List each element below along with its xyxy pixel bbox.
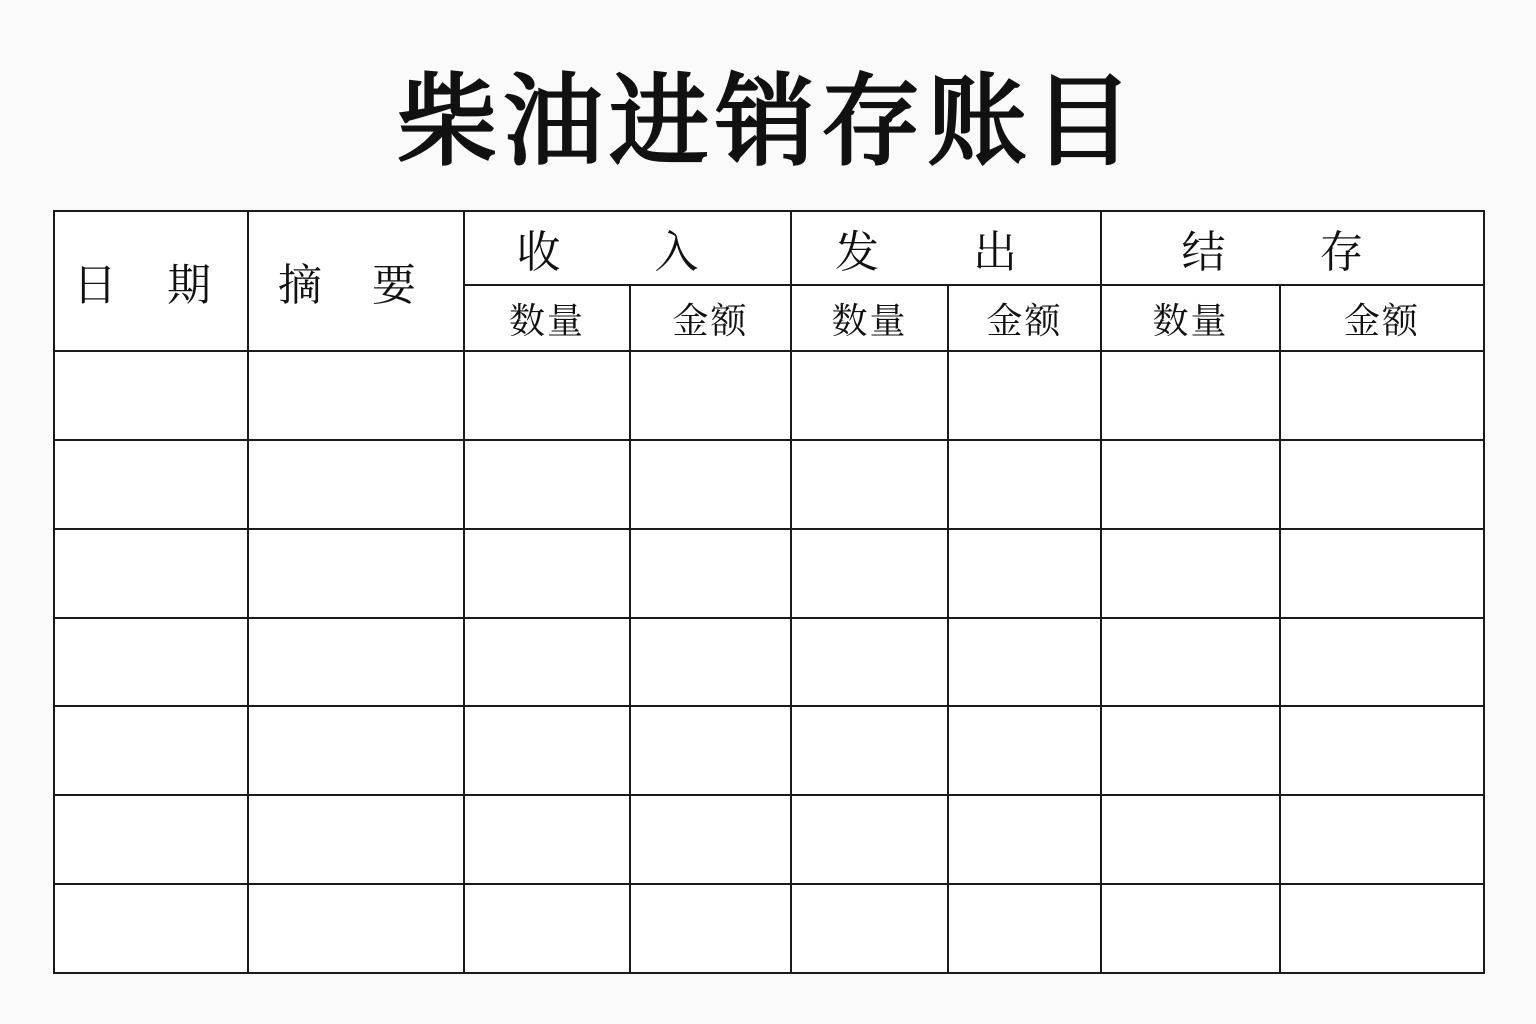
table-row [54, 618, 1484, 707]
cell-income-quantity[interactable] [464, 351, 630, 440]
cell-income-quantity[interactable] [464, 440, 630, 529]
cell-date[interactable] [54, 884, 248, 973]
cell-balance-amount[interactable] [1280, 440, 1484, 529]
cell-income-amount[interactable] [630, 706, 791, 795]
cell-balance-amount[interactable] [1280, 706, 1484, 795]
cell-summary[interactable] [248, 351, 464, 440]
table-row [54, 706, 1484, 795]
cell-income-quantity[interactable] [464, 706, 630, 795]
cell-summary[interactable] [248, 618, 464, 707]
header-date: 日 期 [54, 211, 248, 351]
header-income-quantity: 数量 [464, 285, 630, 351]
cell-date[interactable] [54, 706, 248, 795]
cell-outgo-quantity[interactable] [791, 440, 948, 529]
ledger-body [54, 351, 1484, 973]
cell-outgo-quantity[interactable] [791, 884, 948, 973]
cell-income-amount[interactable] [630, 440, 791, 529]
cell-income-amount[interactable] [630, 529, 791, 618]
table-row [54, 884, 1484, 973]
cell-balance-amount[interactable] [1280, 618, 1484, 707]
cell-outgo-quantity[interactable] [791, 706, 948, 795]
cell-outgo-amount[interactable] [948, 795, 1101, 884]
header-balance-quantity: 数量 [1101, 285, 1280, 351]
table-row [54, 529, 1484, 618]
cell-outgo-amount[interactable] [948, 351, 1101, 440]
cell-summary[interactable] [248, 529, 464, 618]
cell-outgo-quantity[interactable] [791, 529, 948, 618]
cell-date[interactable] [54, 440, 248, 529]
header-summary: 摘 要 [248, 211, 464, 351]
cell-balance-amount[interactable] [1280, 351, 1484, 440]
cell-outgo-amount[interactable] [948, 440, 1101, 529]
cell-outgo-quantity[interactable] [791, 618, 948, 707]
cell-income-amount[interactable] [630, 884, 791, 973]
cell-date[interactable] [54, 618, 248, 707]
cell-balance-quantity[interactable] [1101, 618, 1280, 707]
cell-balance-quantity[interactable] [1101, 706, 1280, 795]
cell-income-quantity[interactable] [464, 529, 630, 618]
cell-income-quantity[interactable] [464, 795, 630, 884]
cell-balance-quantity[interactable] [1101, 529, 1280, 618]
cell-balance-quantity[interactable] [1101, 351, 1280, 440]
header-outgo: 发 出 [791, 211, 1101, 285]
cell-outgo-quantity[interactable] [791, 351, 948, 440]
cell-summary[interactable] [248, 884, 464, 973]
cell-summary[interactable] [248, 706, 464, 795]
header-outgo-quantity: 数量 [791, 285, 948, 351]
cell-outgo-amount[interactable] [948, 706, 1101, 795]
cell-income-amount[interactable] [630, 351, 791, 440]
table-row [54, 440, 1484, 529]
cell-income-amount[interactable] [630, 795, 791, 884]
table-row [54, 351, 1484, 440]
cell-summary[interactable] [248, 440, 464, 529]
cell-outgo-amount[interactable] [948, 618, 1101, 707]
cell-balance-amount[interactable] [1280, 795, 1484, 884]
cell-outgo-amount[interactable] [948, 529, 1101, 618]
cell-balance-quantity[interactable] [1101, 440, 1280, 529]
header-balance-amount: 金额 [1280, 285, 1484, 351]
header-outgo-amount: 金额 [948, 285, 1101, 351]
cell-balance-amount[interactable] [1280, 884, 1484, 973]
cell-outgo-amount[interactable] [948, 884, 1101, 973]
ledger-table [53, 210, 1485, 974]
cell-date[interactable] [54, 529, 248, 618]
header-income-amount: 金额 [630, 285, 791, 351]
header-balance: 结 存 [1101, 211, 1484, 285]
cell-summary[interactable] [248, 795, 464, 884]
cell-balance-quantity[interactable] [1101, 884, 1280, 973]
page-title: 柴油进销存账目 [397, 63, 1139, 180]
cell-date[interactable] [54, 351, 248, 440]
table-row [54, 795, 1484, 884]
cell-balance-amount[interactable] [1280, 529, 1484, 618]
cell-outgo-quantity[interactable] [791, 795, 948, 884]
cell-balance-quantity[interactable] [1101, 795, 1280, 884]
cell-income-quantity[interactable] [464, 618, 630, 707]
header-income: 收 入 [464, 211, 791, 285]
cell-date[interactable] [54, 795, 248, 884]
cell-income-amount[interactable] [630, 618, 791, 707]
cell-income-quantity[interactable] [464, 884, 630, 973]
